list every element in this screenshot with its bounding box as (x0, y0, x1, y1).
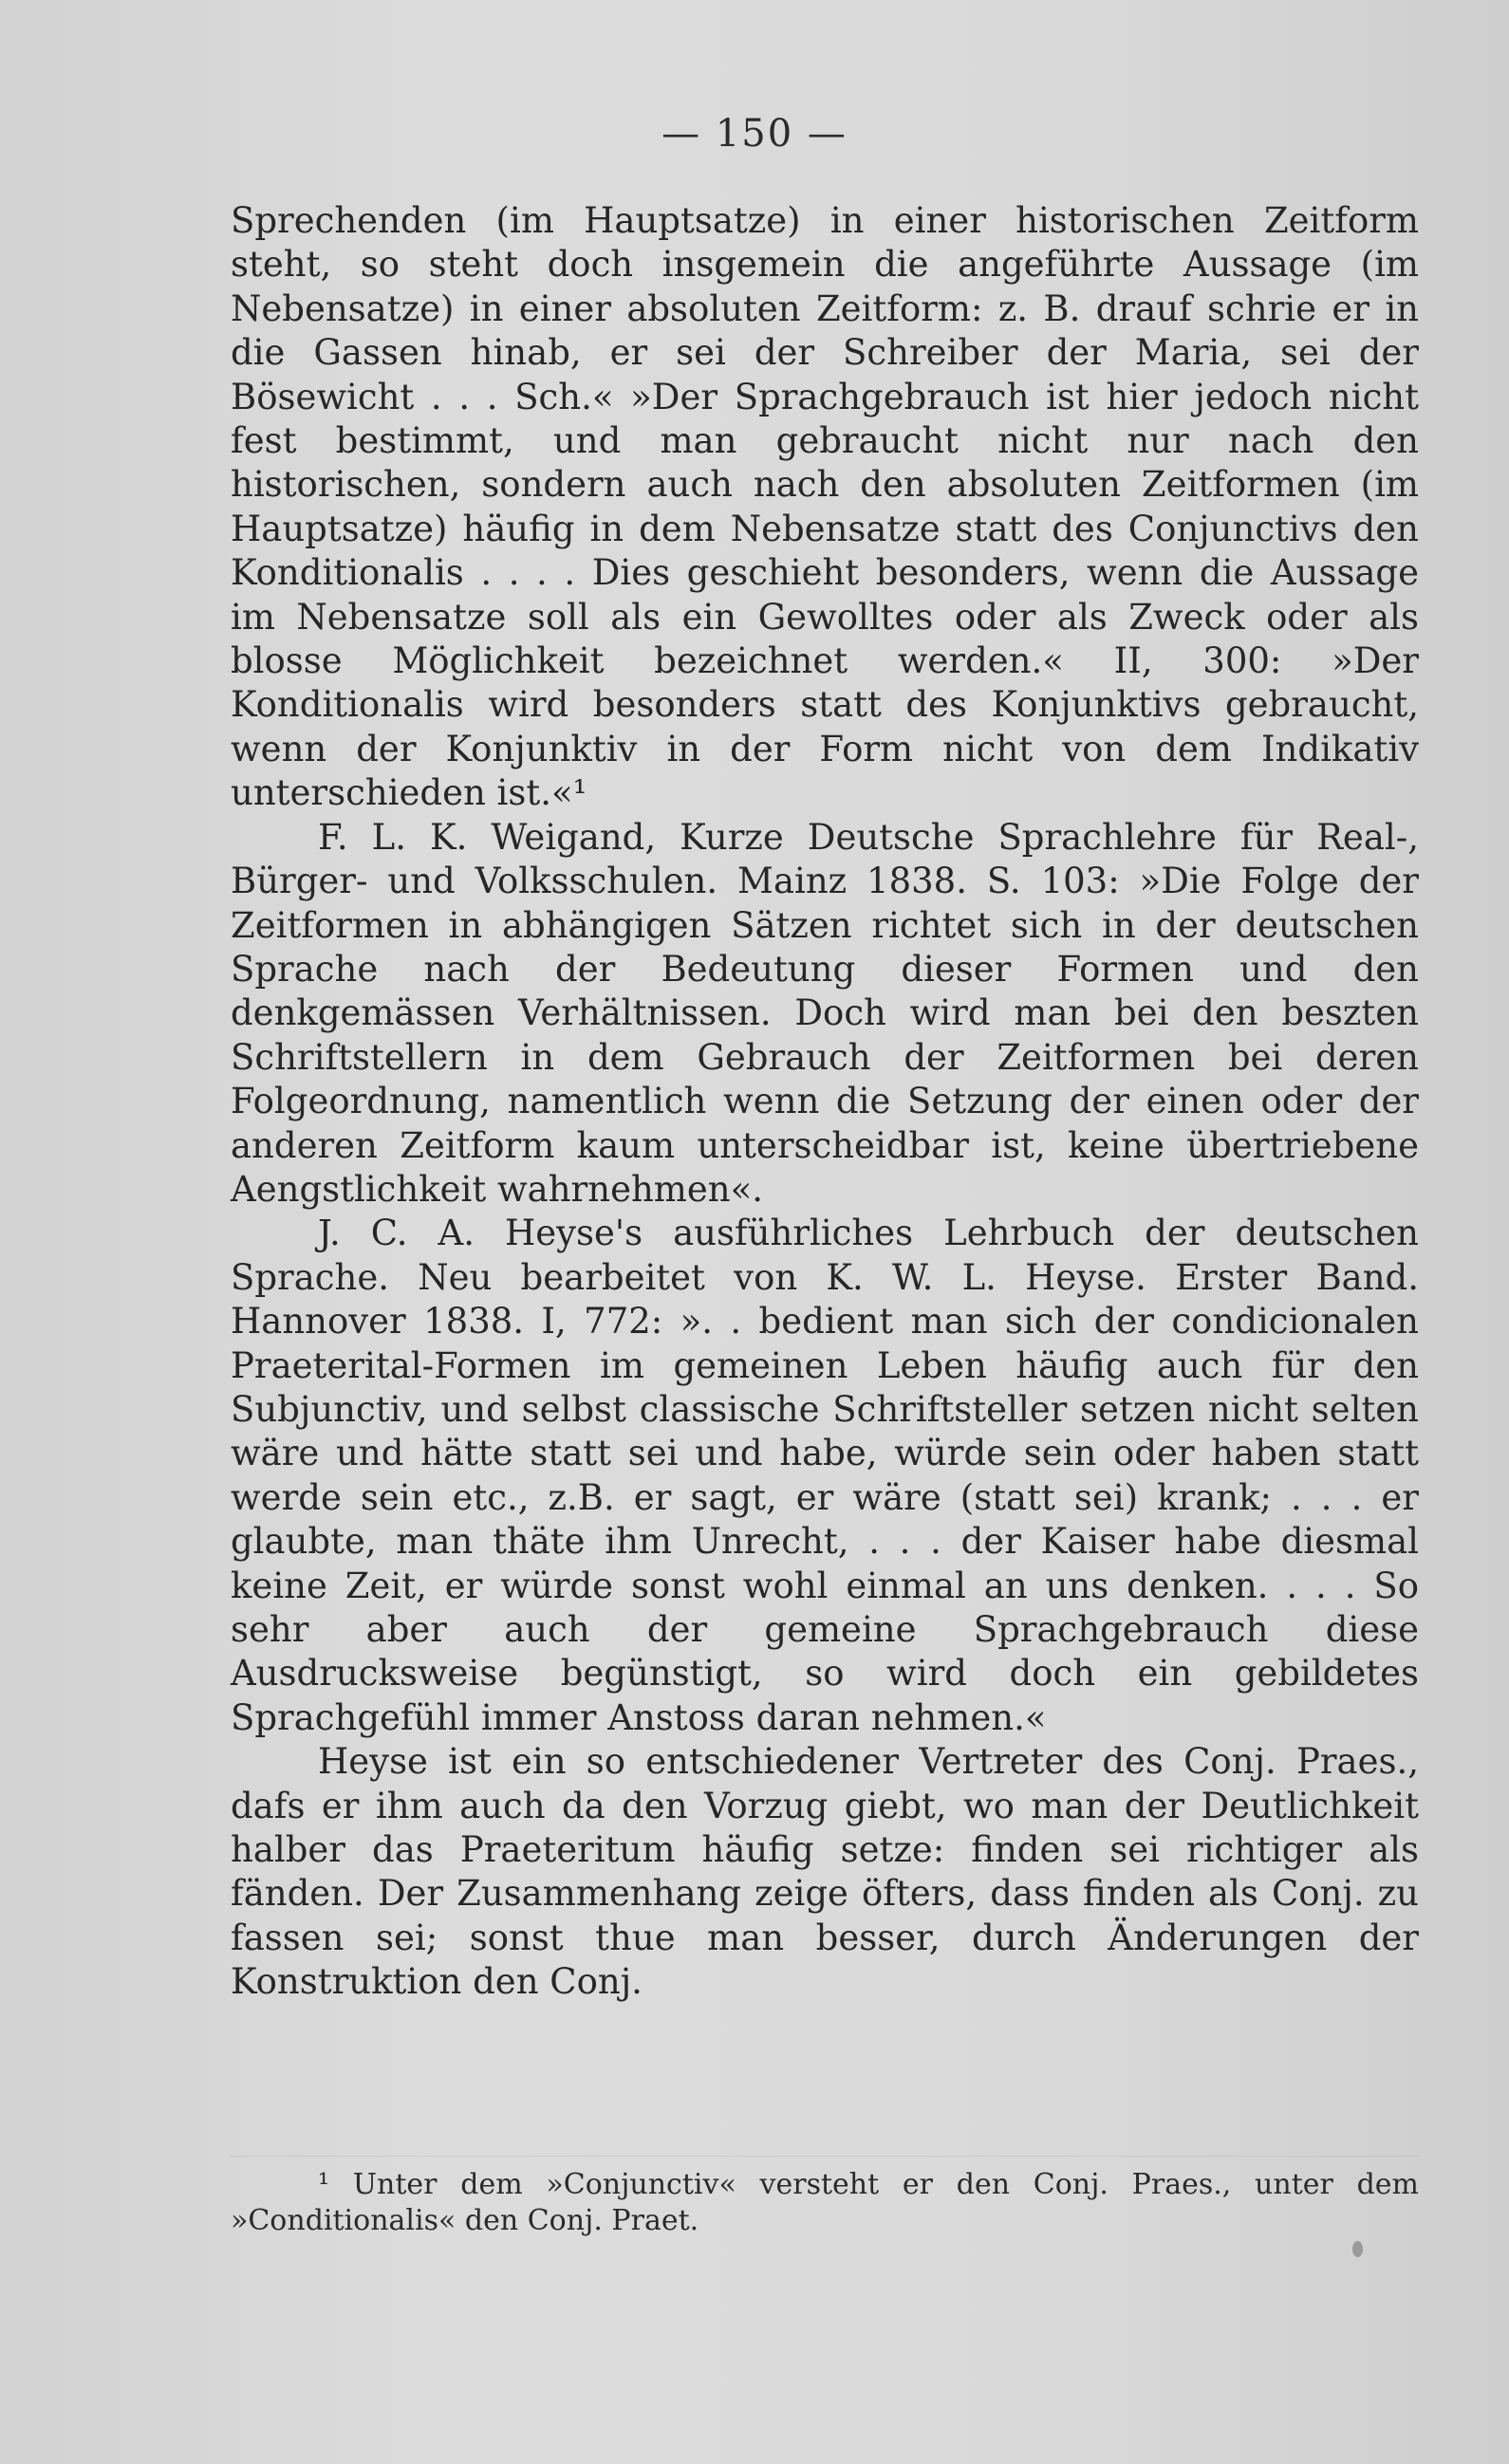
paragraph-1: Sprechenden (im Hauptsatze) in einer historischen Zeitform steht, so steht doch insgemein die angeführte Aussage (im Nebensatze) in einer absoluten Zeitform: z. B. drauf schrie er in die Gassen hinab, er sei der Schreiber der Maria, sei der Bösewicht . . . Sch.« »Der Sprachgebrauch ist hier jedoch nicht fest bestimmt, und man gebraucht nicht nur nach den historischen, sondern auch nach den absoluten Zeitformen (im Hauptsatze) häufig in dem Nebensatze statt des Conjunctivs den Konditionalis . . . . Dies geschieht besonders, wenn die Aussage im Nebensatze soll als ein Gewolltes oder als Zweck oder als blosse Möglichkeit bezeichnet werden.« II, 300: »Der Konditionalis wird besonders statt des Konjunktivs gebraucht, wenn der Konjunktiv in der Form nicht von dem Indikativ unterschieden ist.«¹ (231, 200, 1419, 814)
body-text (231, 199, 1419, 2005)
paragraph-4: Heyse ist ein so entschiedener Vertreter des Conj. Praes., dafs er ihm auch da den Vorzug giebt, wo man der Deutlichkeit halber das Praeteritum häufig setze: finden sei richtiger als fänden. Der Zusammenhang zeige öfters, dass finden als Conj. zu fassen sei; sonst thue man besser, durch Änderungen der Konstruktion den Conj. (231, 1741, 1419, 2003)
footnote-separator (231, 2156, 1419, 2157)
page-number: — 150 — (661, 112, 848, 156)
footnote (231, 2167, 1419, 2239)
paragraph-2: F. L. K. Weigand, Kurze Deutsche Sprachlehre für Real-, Bürger- und Volksschulen. Mainz 1838. S. 103: »Die Folge der Zeitformen in abhängigen Sätzen richtet sich in der deutschen Sprache nach der Bedeutung dieser Formen und den denkgemässen Verhältnissen. Doch wird man bei den beszten Schriftstellern in dem Gebrauch der Zeitformen bei deren Folgeordnung, namentlich wenn die Setzung der einen oder der anderen Zeitform kaum unterscheidbar ist, keine übertriebene Aengstlichkeit wahrnehmen«. (231, 816, 1419, 1210)
ink-spot (1352, 2241, 1363, 2257)
footnote-text: ¹ Unter dem »Conjunctiv« versteht er den Conj. Praes., unter dem »Conditionalis« den Conj. Praet. (231, 2168, 1419, 2237)
paragraph-3: J. C. A. Heyse's ausführliches Lehrbuch der deutschen Sprache. Neu bearbeitet von K. W. L. Heyse. Erster Band. Hannover 1838. I, 772: ». . bedient man sich der condicionalen Praeterital-Formen im gemeinen Leben häufig auch für den Subjunctiv, und selbst classische Schriftsteller setzen nicht selten wäre und hätte statt sei und habe, würde sein oder haben statt werde sein etc., z.B. er sagt, er wäre (statt sei) krank; . . . er glaubte, man thäte ihm Unrecht, . . . der Kaiser habe diesmal keine Zeit, er würde sonst wohl einmal an uns denken. . . . So sehr aber auch der gemeine Sprachgebrauch diese Ausdrucksweise begünstigt, so wird doch ein gebildetes Sprachgefühl immer Anstoss daran nehmen.« (231, 1213, 1419, 1738)
